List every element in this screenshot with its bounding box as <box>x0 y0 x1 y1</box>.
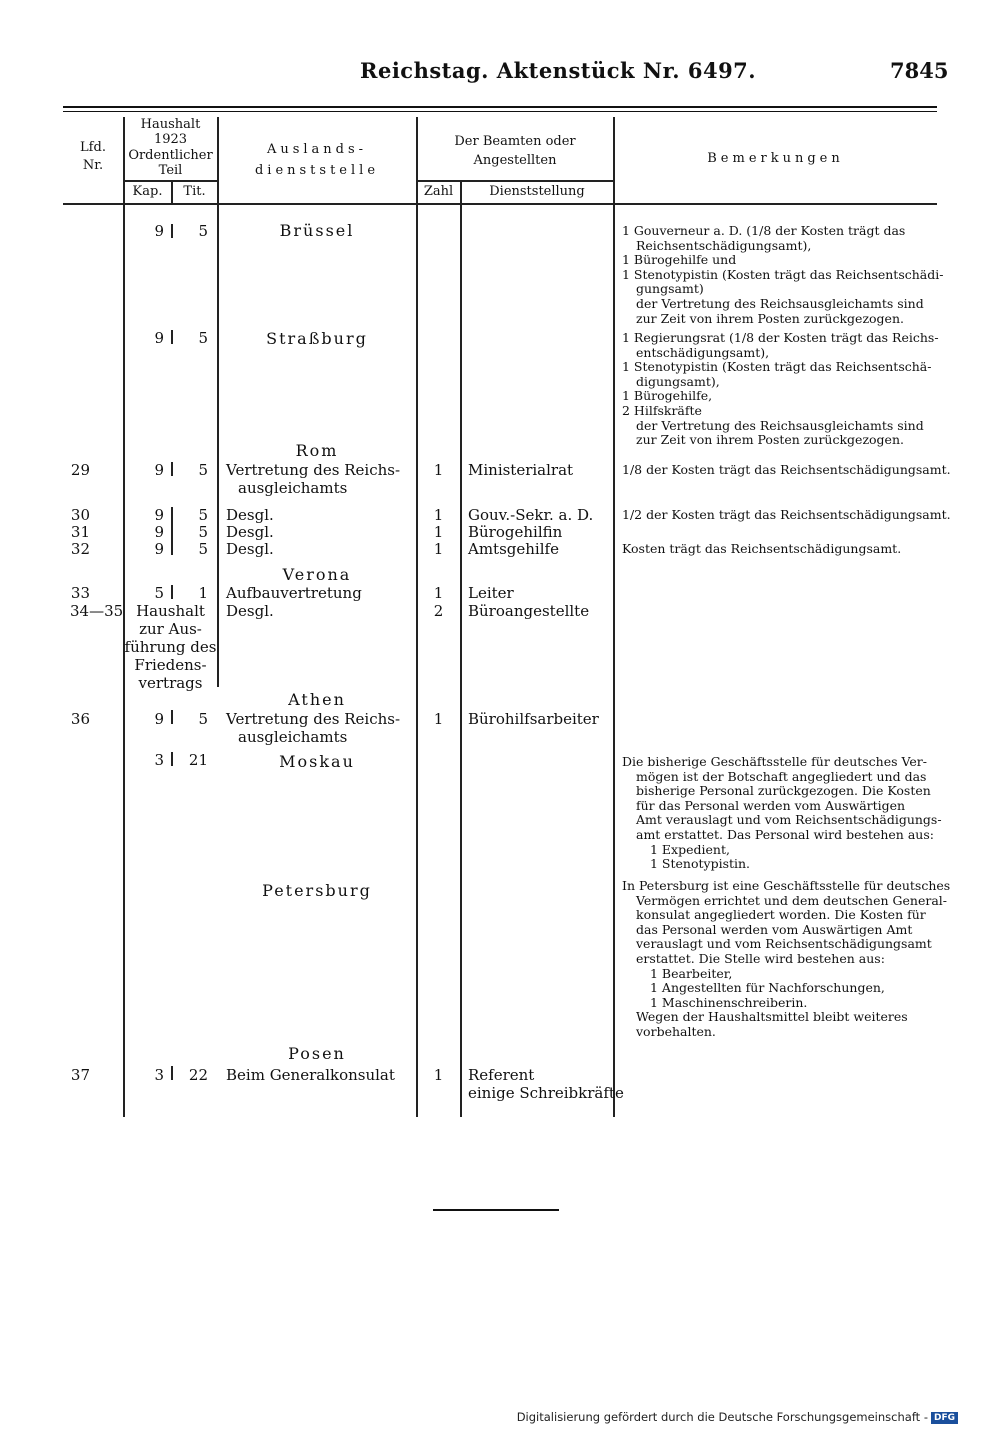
city-heading-verona: Verona <box>282 565 352 584</box>
remark-line: Vermögen errichtet und dem deutschen General- <box>636 892 948 908</box>
dienststellung-cell: Ministerialrat <box>468 461 574 479</box>
remark-line: 1 Bearbeiter, <box>650 965 733 981</box>
kap-cell: 3 <box>154 1066 164 1084</box>
remark-line: konsulat angegliedert worden. Die Kosten für <box>636 907 926 923</box>
remark-line: vorbehalten. <box>636 1023 716 1039</box>
remark-line: digungsamt), <box>636 373 720 389</box>
dienststelle-cell: Aufbauvertretung <box>226 584 362 602</box>
header-zahl: Zahl <box>423 184 454 199</box>
header-nr: Nr. <box>82 158 104 173</box>
remark-line: verauslagt und vom Reichsentschädigungsamt <box>636 936 932 952</box>
remark-line: 2 Hilfskräfte <box>622 402 702 418</box>
tit-cell: 1 <box>198 584 208 602</box>
remark-petersburg <box>622 878 951 1040</box>
dienststelle-cell: Vertretung des Reichs- <box>226 710 401 728</box>
remark-line: gungsamt) <box>636 281 704 297</box>
haushalt-cell-line: Haushalt <box>136 602 205 620</box>
remark-line: Kosten trägt das Reichsentschädigungsamt. <box>622 541 902 556</box>
header-dienststellung: Dienststellung <box>489 184 585 199</box>
remark-line: Reichsentschädigungsamt), <box>636 237 812 253</box>
remark-line: zur Zeit von ihrem Posten zurückgezogen. <box>636 432 904 448</box>
dienststelle-cell: Desgl. <box>226 506 274 524</box>
zahl-cell: 2 <box>433 602 444 620</box>
row-number: 36 <box>70 710 90 728</box>
dienststellung-cell: Referent <box>468 1066 535 1084</box>
kap-cell: 9 <box>154 540 164 558</box>
remark-moskau <box>622 754 942 872</box>
row-number: 31 <box>70 523 90 541</box>
col-rule-dienst <box>613 117 615 1117</box>
remark-line: der Vertretung des Reichsausgleichamts sind <box>636 417 924 433</box>
remark-line: erstattet. Die Stelle wird bestehen aus: <box>636 950 885 966</box>
header-year: 1923 <box>153 132 188 147</box>
dienststellung-cell: Gouv.-Sekr. a. D. <box>468 506 594 524</box>
dienststelle-cell: Desgl. <box>226 602 274 620</box>
remark-line: mögen ist der Botschaft angegliedert und das <box>636 768 927 784</box>
remark-r30 <box>622 507 951 523</box>
remark-line: für das Personal werden vom Auswärtigen <box>636 797 906 813</box>
tit-cell: 5 <box>198 461 208 479</box>
dienststellung-cell: Bürogehilfin <box>468 523 563 541</box>
city-heading-posen: Posen <box>288 1044 346 1063</box>
page-number: 7845 <box>890 58 949 83</box>
digitization-footer <box>517 1410 958 1424</box>
dienststellung-cell: Leiter <box>468 584 514 602</box>
zahl-cell: 1 <box>433 523 444 541</box>
remark-line: 1 Gouverneur a. D. (1/8 der Kosten trägt das <box>622 223 906 238</box>
dienststelle-cell: Desgl. <box>226 540 274 558</box>
zahl-cell: 1 <box>433 461 444 479</box>
kap-cell: 3 <box>154 751 164 769</box>
kap-cell: 9 <box>154 523 164 541</box>
remark-line: 1 Bürogehilfe und <box>622 252 737 268</box>
row-number: 30 <box>70 506 90 524</box>
row-number: 33 <box>70 584 90 602</box>
remark-strassburg <box>622 331 938 448</box>
kap-cell: 9 <box>154 222 164 240</box>
remark-line: entschädigungsamt), <box>636 344 770 360</box>
dienststellung-cell: Bürohilfsarbeiter <box>468 710 599 728</box>
city-heading-athen: Athen <box>288 690 346 709</box>
tit-cell: 5 <box>198 540 208 558</box>
dienststelle-cell: Desgl. <box>226 523 274 541</box>
header-ordentlicher: Ordentlicher <box>128 148 213 163</box>
tit-cell: 22 <box>188 1066 208 1084</box>
remark-r29 <box>622 462 951 478</box>
header-kap: Kap. <box>132 184 163 199</box>
remark-line: 1 Regierungsrat (1/8 der Kosten trägt das Reichs- <box>622 330 939 345</box>
tit-cell: 21 <box>188 751 208 769</box>
header-beamten: Der Beamten oder <box>454 134 576 149</box>
dienststelle-cell: Vertretung des Reichs- <box>226 461 401 479</box>
remark-line: Wegen der Haushaltsmittel bleibt weiteres <box>636 1009 908 1025</box>
remark-line: zur Zeit von ihrem Posten zurückgezogen. <box>636 310 904 326</box>
dienststelle-cell-cont: ausgleichamts <box>238 728 348 746</box>
tit-cell: 5 <box>198 222 208 240</box>
remark-line: 1 Stenotypistin (Kosten trägt das Reichsentschädi- <box>622 266 944 282</box>
zahl-cell: 1 <box>433 584 444 602</box>
dienststellung-cell-cont: einige Schreibkräfte <box>468 1084 624 1102</box>
city-heading-bruessel: Brüssel <box>279 221 355 240</box>
remark-line: 1 Stenotypistin (Kosten trägt das Reichsentschä- <box>622 359 932 375</box>
header-angestellten: Angestellten <box>473 153 557 168</box>
remark-line: bisherige Personal zurückgezogen. Die Kosten <box>636 783 931 799</box>
haushalt-cell-line: zur Aus- <box>139 620 202 638</box>
header-teil: Teil <box>158 163 183 178</box>
row-number: 37 <box>70 1066 90 1084</box>
tit-cell: 5 <box>198 523 208 541</box>
remark-line: 1 Bürogehilfe, <box>622 388 713 404</box>
remark-line: der Vertretung des Reichsausgleichamts sind <box>636 295 924 311</box>
dfg-logo: DFG <box>931 1412 958 1424</box>
beamten-subrule <box>416 180 614 182</box>
remark-r32 <box>622 542 938 557</box>
remark-line: das Personal werden vom Auswärtigen Amt <box>636 921 913 937</box>
zahl-cell: 1 <box>433 540 444 558</box>
header-bottom-rule <box>63 203 937 205</box>
remark-line: 1/8 der Kosten trägt das Reichsentschädigungsamt. <box>622 462 951 477</box>
header-lfd: Lfd. <box>80 140 106 155</box>
remark-bruessel <box>622 223 944 326</box>
header-auslands: Auslands- <box>266 142 368 157</box>
remark-line: In Petersburg ist eine Geschäftsstelle für deutsches <box>622 878 951 893</box>
tit-cell: 5 <box>198 329 208 347</box>
top-rule <box>63 106 937 108</box>
kap-cell: 9 <box>154 506 164 524</box>
remark-line: amt erstattet. Das Personal wird bestehen aus: <box>636 826 934 842</box>
city-heading-petersburg: Petersburg <box>262 881 372 900</box>
kap-cell: 9 <box>154 329 164 347</box>
remark-line: Amt verauslagt und vom Reichsentschädigungs- <box>636 812 942 828</box>
zahl-cell: 1 <box>433 1066 444 1084</box>
zahl-cell: 1 <box>433 506 444 524</box>
running-head-title: Reichstag. Aktenstück Nr. 6497. <box>360 58 757 83</box>
city-heading-moskau: Moskau <box>279 752 355 771</box>
dienststelle-cell: Beim Generalkonsulat <box>226 1066 395 1084</box>
kap-cell: 9 <box>154 461 164 479</box>
kap-cell: 9 <box>154 710 164 728</box>
footer-text: Digitalisierung gefördert durch die Deutsche Forschungsgemeinschaft - <box>516 1410 928 1424</box>
header-tit: Tit. <box>183 184 206 199</box>
row-number: 34—35 <box>70 602 124 620</box>
row-number: 29 <box>70 461 90 479</box>
remark-line: 1 Stenotypistin. <box>650 856 751 872</box>
city-heading-rom: Rom <box>295 441 339 460</box>
tit-cell: 5 <box>198 710 208 728</box>
haushalt-cell-line: vertrags <box>138 674 203 692</box>
tit-cell: 5 <box>198 506 208 524</box>
haushalt-cell-line: Friedens- <box>134 656 207 674</box>
city-heading-strassburg: Straßburg <box>266 329 368 348</box>
row-number: 32 <box>70 540 90 558</box>
remark-line: 1/2 der Kosten trägt das Reichsentschädigungsamt. <box>622 507 951 522</box>
remark-line: Die bisherige Geschäftsstelle für deutsches Ver- <box>622 754 927 769</box>
remark-line: 1 Maschinenschreiberin. <box>650 994 808 1010</box>
remark-line: 1 Expedient, <box>650 841 730 857</box>
dienststellung-cell: Amtsgehilfe <box>468 540 559 558</box>
end-rule <box>433 1209 559 1211</box>
top-rule-thin <box>63 111 937 112</box>
haushalt-cell-line: führung des <box>124 638 217 656</box>
zahl-cell: 1 <box>433 710 444 728</box>
header-bemerkungen: Bemerkungen <box>707 151 844 166</box>
header-haushalt: Haushalt <box>140 117 201 132</box>
dienststelle-cell-cont: ausgleichamts <box>238 479 348 497</box>
dienststellung-cell: Büroangestellte <box>468 602 590 620</box>
remark-line: 1 Angestellten für Nachforschungen, <box>650 980 885 996</box>
kap-cell: 5 <box>154 584 164 602</box>
header-dienststelle: dienststelle <box>254 163 380 178</box>
col-rule-tit <box>217 117 219 687</box>
col-rule-zahl <box>460 180 462 1117</box>
